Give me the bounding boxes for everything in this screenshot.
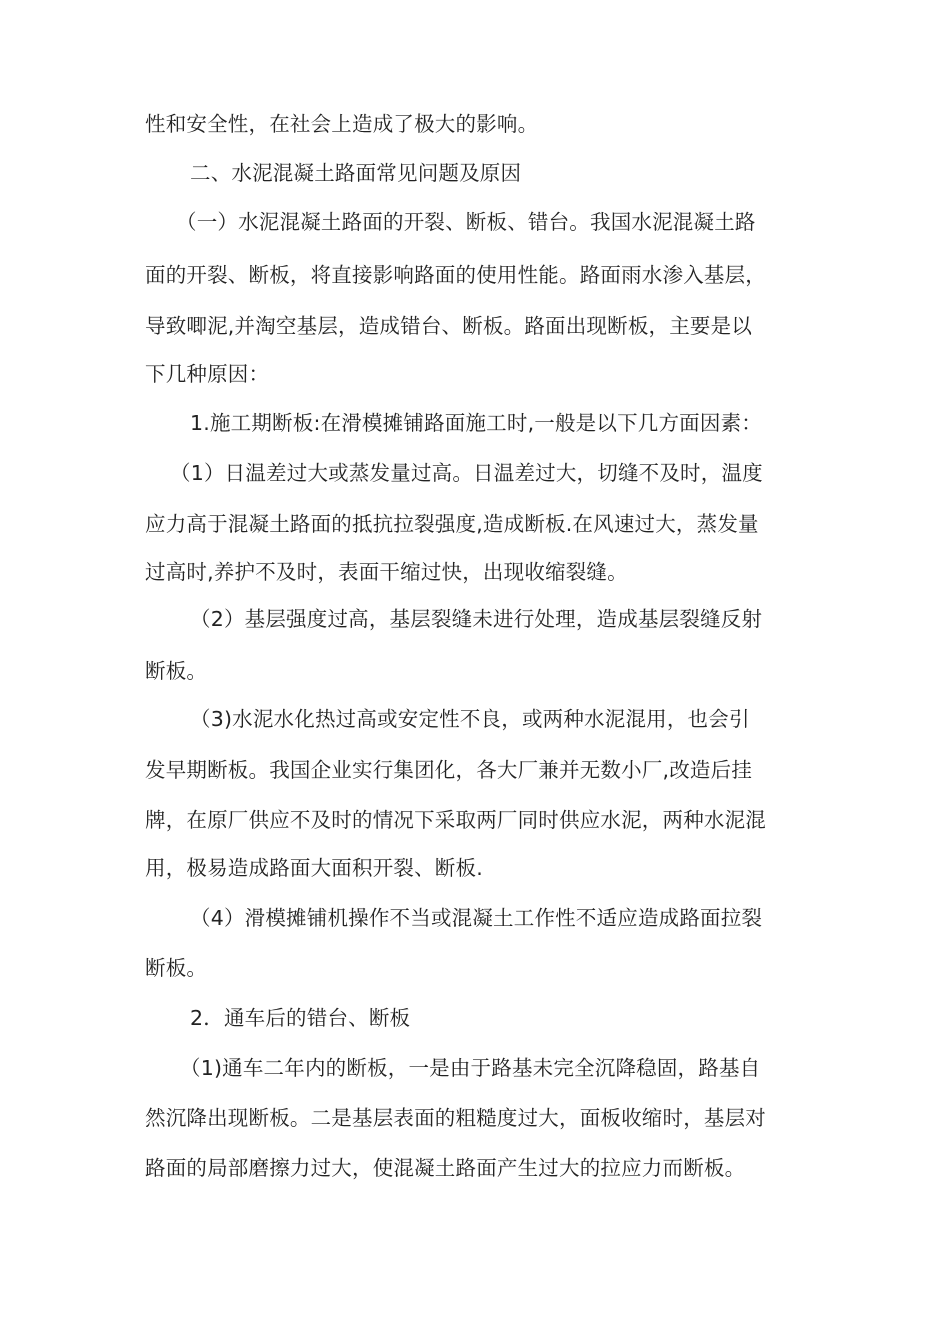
text-line: 1.施工期断板:在滑模摊铺路面施工时,一般是以下几方面因素： [190, 411, 762, 435]
text-line: （3)水泥水化热过高或安定性不良，或两种水泥混用，也会引 [190, 707, 750, 731]
text-line: 面的开裂、断板，将直接影响路面的使用性能。路面雨水渗入基层， [145, 263, 766, 287]
text-line: （4）滑模摊铺机操作不当或混凝土工作性不适应造成路面拉裂 [190, 906, 763, 930]
text-line: 性和安全性，在社会上造成了极大的影响。 [145, 112, 539, 136]
subsection-heading: （一）水泥混凝土路面的开裂、断板、错台。我国水泥混凝土路 [176, 210, 756, 234]
text-line: 导致唧泥,并淘空基层，造成错台、断板。路面出现断板，主要是以 [145, 314, 753, 338]
text-line: （1）日温差过大或蒸发量过高。日温差过大，切缝不及时，温度 [170, 461, 763, 485]
text-line: （2）基层强度过高，基层裂缝未进行处理，造成基层裂缝反射 [190, 607, 763, 631]
text-line: 发早期断板。我国企业实行集团化，各大厂兼并无数小厂,改造后挂 [145, 758, 753, 782]
text-line: 断板。 [145, 956, 208, 980]
text-line: 牌，在原厂供应不及时的情况下采取两厂同时供应水泥，两种水泥混 [145, 808, 766, 832]
text-line: 用，极易造成路面大面积开裂、断板. [145, 856, 483, 880]
text-line: （1)通车二年内的断板，一是由于路基未完全沉降稳固，路基自 [180, 1056, 761, 1080]
text-line: 过高时,养护不及时，表面干缩过快，出现收缩裂缝。 [145, 560, 628, 584]
subsection-heading: 2．通车后的错台、断板 [190, 1006, 411, 1030]
text-line: 下几种原因： [145, 362, 270, 386]
text-line: 路面的局部磨擦力过大，使混凝土路面产生过大的拉应力而断板。 [145, 1156, 746, 1180]
section-heading: 二、水泥混凝土路面常见问题及原因 [190, 161, 522, 185]
text-line: 应力高于混凝土路面的抵抗拉裂强度,造成断板.在风速过大，蒸发量 [145, 512, 759, 536]
text-line: 断板。 [145, 659, 208, 683]
text-line: 然沉降出现断板。二是基层表面的粗糙度过大，面板收缩时，基层对 [145, 1106, 766, 1130]
